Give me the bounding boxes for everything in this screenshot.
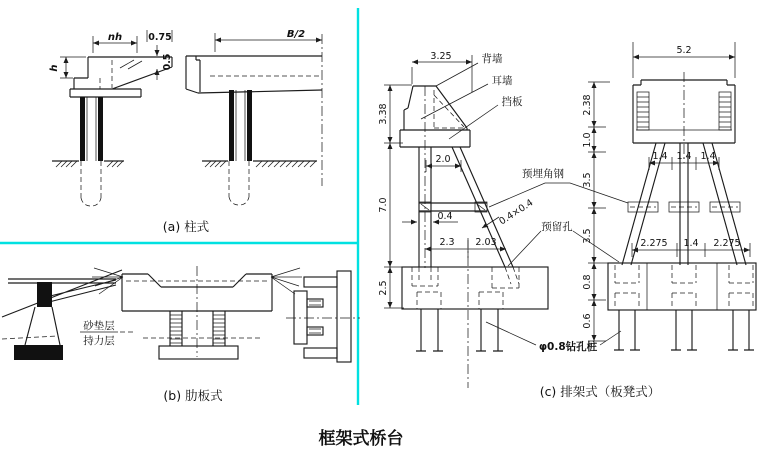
dim-top-sp-3: 1.4 — [700, 151, 716, 162]
figure-a-right-elevation — [186, 29, 322, 205]
figure-a-caption: (a) 柱式 — [162, 219, 210, 234]
dim-20: 2.0 — [435, 154, 451, 165]
dim-04: 0.4 — [437, 211, 453, 222]
figure-b-caption: (b) 肋板式 — [163, 388, 223, 403]
label-ear-wall: 耳墙 — [491, 75, 513, 87]
label-strut-size: 0.4×0.4 — [497, 197, 536, 228]
figure-b — [2, 266, 360, 403]
dim-bot-sp-1: 2.275 — [640, 238, 668, 249]
dim-08: 0.8 — [582, 274, 593, 290]
label-bearing-layer: 持力层 — [83, 335, 115, 347]
dim-h: h — [49, 64, 60, 72]
figure-a-left-elevation — [52, 57, 172, 206]
dim-top-sp-1: 1.4 — [652, 151, 668, 162]
label-back-wall: 背墙 — [481, 53, 503, 65]
dim-05: 0.5 — [162, 53, 173, 71]
figure-b-plan-view — [286, 271, 360, 362]
figure-b-side-view — [2, 270, 136, 360]
dim-70: 7.0 — [378, 197, 389, 213]
figure-c-side-view — [378, 51, 548, 388]
dim-bot-sp-3: 2.275 — [713, 238, 741, 249]
dim-b2: B/2 — [286, 29, 306, 40]
dim-10: 1.0 — [582, 132, 593, 148]
dim-203: 2.03 — [475, 237, 497, 248]
dim-06: 0.6 — [582, 313, 593, 329]
page-title: 框架式桥台 — [318, 429, 404, 449]
figure-b-front-view — [92, 266, 302, 359]
figure-c — [378, 42, 756, 399]
figure-c-caption: (c) 排架式（板凳式） — [539, 384, 661, 399]
figure-a — [49, 29, 322, 234]
dim-52: 5.2 — [676, 45, 692, 56]
label-angle-steel: 预埋角钢 — [522, 168, 564, 180]
dim-nh: nh — [107, 32, 123, 43]
dim-23: 2.3 — [439, 237, 455, 248]
label-bored-pile: φ0.8钻孔桩 — [538, 341, 598, 353]
dim-075: 0.75 — [148, 32, 172, 43]
label-baffle: 挡板 — [501, 96, 523, 108]
dim-35a: 3.5 — [582, 172, 593, 188]
label-sand-cushion: 砂垫层 — [83, 320, 115, 332]
dim-325: 3.25 — [430, 51, 452, 62]
label-reserved-hole: 预留孔 — [541, 221, 573, 233]
figure-a-left-dimensions — [49, 30, 173, 80]
dim-35b: 3.5 — [582, 228, 593, 244]
dim-bot-sp-2: 1.4 — [683, 238, 699, 249]
dim-338: 3.38 — [378, 103, 389, 125]
dim-25: 2.5 — [378, 280, 389, 296]
dim-top-sp-2: 1.4 — [676, 151, 692, 162]
dim-238: 2.38 — [582, 94, 593, 116]
